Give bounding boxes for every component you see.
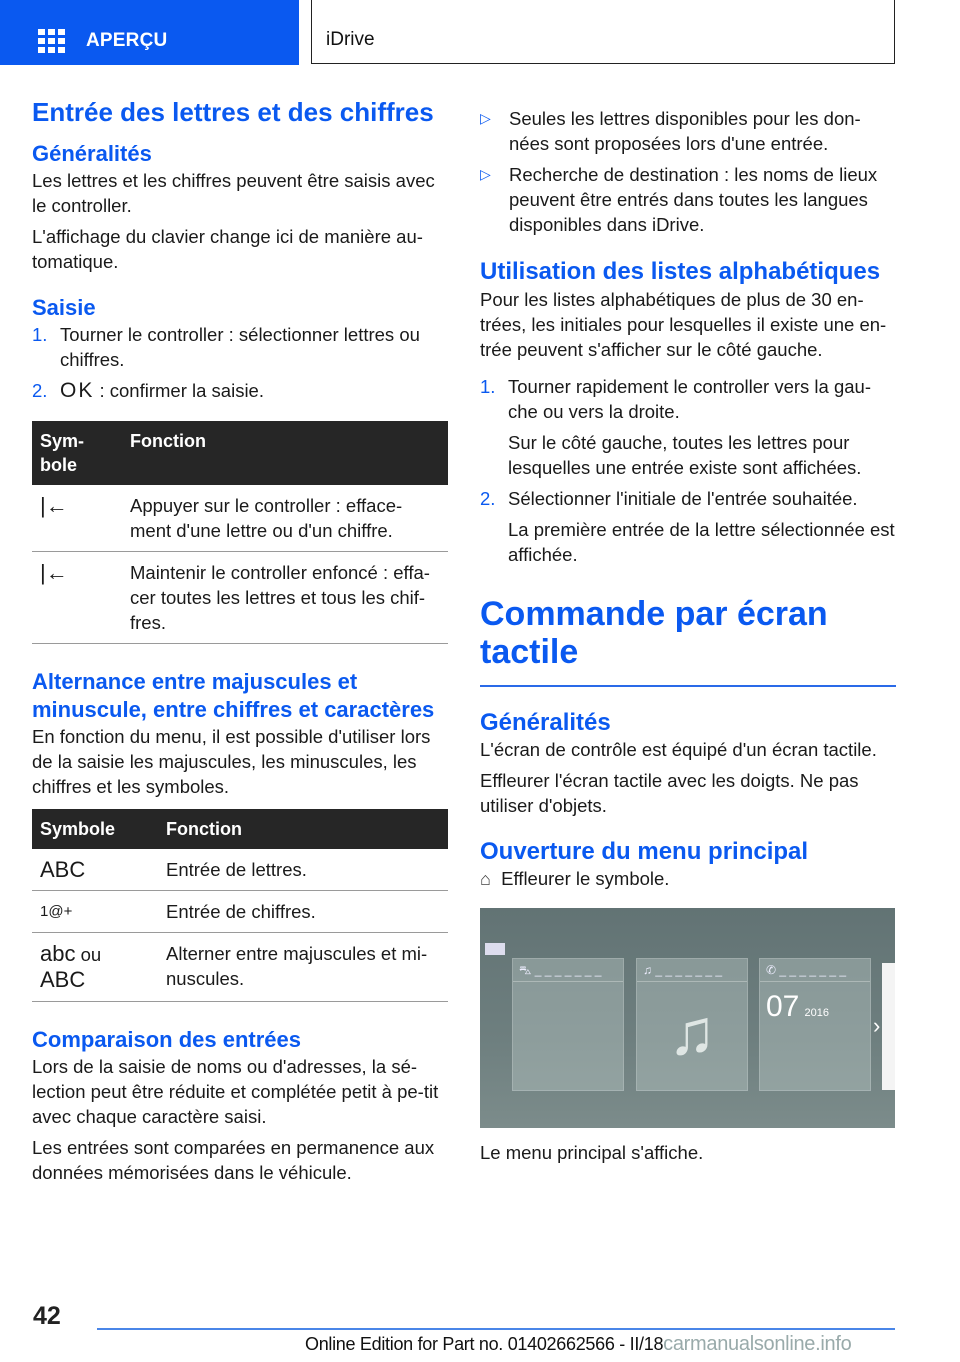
paragraph: Pour les listes alphabétiques de plus de 30 en-trées, les initiales pour lesquelles il existe une en-trée peuvent s'afficher sur le côté gauche. — [480, 289, 887, 360]
table-row: |← Maintenir le controller enfoncé : effa-cer toutes les lettres et tous les chif-fres. — [32, 552, 448, 644]
letters-icon: ABC — [32, 849, 158, 891]
backspace-icon: |← — [32, 485, 122, 552]
list-item: 1. Tourner le controller : sélectionner lettres ou chiffres. — [32, 324, 420, 370]
backspace-icon: |← — [32, 552, 122, 644]
tab-overview[interactable] — [0, 0, 299, 65]
heading-listes: Utilisation des listes alphabétiques — [480, 258, 881, 285]
watermark: carmanualsonline.info — [663, 1333, 852, 1355]
paragraph: Effleurer l'écran tactile avec les doigts. Ne pas utiliser d'objets. — [480, 770, 859, 816]
section-title: Entrée des lettres et des chiffres — [32, 97, 434, 127]
left-column — [32, 96, 448, 1191]
bullet-item: ▷ Recherche de destination : les noms de lieux peuvent être entrés dans toutes les langues disponibles dans iDrive. — [480, 164, 878, 235]
list-item: 2. OK : confirmer la saisie. — [32, 379, 264, 402]
car-icon: ⛍ _ _ _ _ _ _ _ — [513, 959, 623, 982]
chevron-right-icon[interactable]: › — [873, 1013, 881, 1038]
paragraph: Lors de la saisie de noms ou d'adresses, la sé-lection peut être réduite et complétée petit à pe-tit avec chaque caractère saisi. — [32, 1056, 439, 1127]
paragraph: Les entrées sont comparées en permanence aux données mémorisées dans le véhicule. — [32, 1137, 435, 1183]
table-row: ABC Entrée de lettres. — [32, 849, 448, 891]
paragraph: L'écran de contrôle est équipé d'un écran tactile. — [480, 739, 877, 760]
heading-comparaison: Comparaison des entrées — [32, 1027, 301, 1052]
symbol-table-delete: Sym-bole Fonction |← Appuyer sur le controller : efface-ment d'une lettre ou d'un chiffre. |← Maintenir le controller enfoncé : effa-cer toutes les lettres et tous les chif-fres. — [32, 421, 448, 644]
table-row: |← Appuyer sur le controller : efface-ment d'une lettre ou d'un chiffre. — [32, 485, 448, 552]
ok-icon: OK — [60, 379, 95, 402]
heading-general-touch: Généralités — [480, 709, 611, 736]
tab-idrive[interactable] — [311, 0, 895, 64]
heading-saisie: Saisie — [32, 295, 96, 320]
heading-alternance: Alternance entre majuscules et minuscule, entre chiffres et caractères — [32, 669, 435, 722]
music-icon: ♫ _ _ _ _ _ _ _ — [637, 959, 747, 982]
footer-edition: Online Edition for Part no. 01402662566 - II/18carmanualsonline.info — [305, 1333, 852, 1355]
bullet-item: ▷ Seules les lettres disponibles pour les don-nées sont proposées lors d'une entrée. — [480, 108, 861, 154]
phone-card: ✆ _ _ _ _ _ _ _ 07 2016 — [759, 958, 871, 1091]
footer-divider — [97, 1328, 895, 1330]
heading-general: Généralités — [32, 141, 152, 166]
next-card[interactable] — [882, 963, 895, 1090]
list-item: 1. Tourner rapidement le controller vers la gau-che ou vers la droite. Sur le côté gauche, toutes les lettres pour lesquelles une entrée existe sont affichées. — [480, 376, 871, 478]
top-bar — [0, 0, 960, 66]
triangle-bullet-icon: ▷ — [480, 110, 491, 126]
tab-idrive-label: iDrive — [326, 29, 375, 50]
case-toggle-icon: abc ou ABC — [32, 933, 158, 1002]
media-card: ♫ _ _ _ _ _ _ _ ♫ — [636, 958, 748, 1091]
numbers-icon: 1@+ — [32, 891, 158, 933]
menu-edit-icon — [485, 943, 505, 955]
paragraph: Les lettres et les chiffres peuvent être saisis avec le controller. — [32, 170, 435, 216]
heading-menu: Ouverture du menu principal — [480, 838, 809, 865]
vehicle-card — [512, 958, 624, 1091]
list-item: 2. Sélectionner l'initiale de l'entrée souhaitée. La première entrée de la lettre sélectionnée est affichée. — [480, 488, 895, 565]
grid-icon — [38, 29, 66, 53]
tab-overview-label: APERÇU — [86, 30, 168, 51]
triangle-bullet-icon: ▷ — [480, 166, 491, 182]
paragraph: En fonction du menu, il est possible d'utiliser lors de la saisie les majuscules, les minuscules, les chiffres et les symboles. — [32, 726, 431, 797]
table-row: 1@+ Entrée de chiffres. — [32, 891, 448, 933]
caption: Le menu principal s'affiche. — [480, 1142, 704, 1163]
phone-icon: ✆ _ _ _ _ _ _ _ — [760, 959, 870, 982]
instruction: ⌂ Effleurer le symbole. — [480, 868, 670, 889]
right-column — [480, 106, 896, 1171]
page-number: 42 — [33, 1302, 61, 1330]
symbol-table-mode: Symbole Fonction ABC Entrée de lettres. 1@+ Entrée de chiffres. abc ou ABC Alterner entre majuscules et mi-nuscules. — [32, 809, 448, 1002]
chapter-title: Commande par écran tactile — [480, 595, 896, 687]
paragraph: L'affichage du clavier change ici de manière au-tomatique. — [32, 226, 423, 272]
home-icon: ⌂ — [480, 869, 491, 889]
main-menu-screenshot — [480, 908, 895, 1128]
table-row: abc ou ABC Alterner entre majuscules et mi-nuscules. — [32, 933, 448, 1002]
